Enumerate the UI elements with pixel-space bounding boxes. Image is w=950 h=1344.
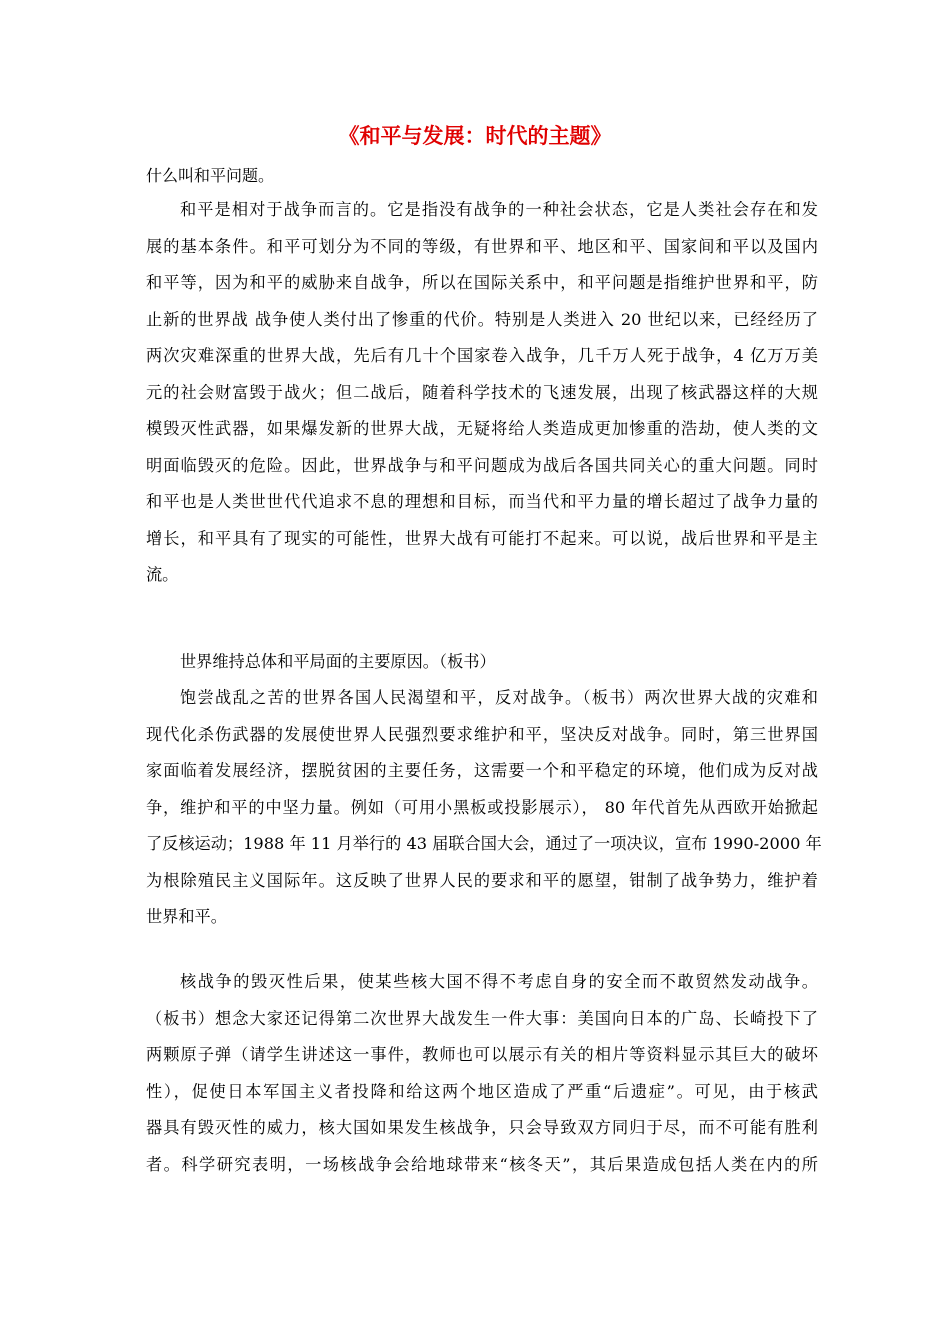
text-line: 饱尝战乱之苦的世界各国人民渴望和平，反对战争。（板书）两次世界大战的灾难和 — [180, 688, 818, 707]
paragraph-nuclear-war — [146, 964, 818, 1183]
text-line: （板书）想念大家还记得第二次世界大战发生一件大事：美国向日本的广岛、长崎投下了 — [146, 1008, 818, 1028]
text-line: 展的基本条件。和平可划分为不同的等级，有世界和平、地区和平、国家间和平以及国内 — [146, 236, 818, 256]
text-line: 世界和平。 — [146, 907, 227, 926]
text-line: 明面临毁灭的危险。因此，世界战争与和平问题成为战后各国共同关心的重大问题。同时 — [146, 455, 818, 475]
text-line: 和平等，因为和平的威胁来自战争，所以在国际关系中，和平问题是指维护世界和平，防 — [146, 273, 818, 292]
document-title: 《和平与发展：时代的主题》 — [338, 123, 612, 148]
text-line: 争，维护和平的中坚力量。例如（可用小黑板或投影展示）， 80 年代首先从西欧开始掀起 — [146, 797, 818, 817]
section-heading: 什么叫和平问题。 — [146, 166, 275, 185]
text-line: 性），促使日本军国主义者投降和给这两个地区造成了严重“后遗症”。可见，由于核武 — [146, 1081, 818, 1101]
text-line: 元的社会财富毁于战火；但二战后，随着科学技术的飞速发展，出现了核武器这样的大规 — [146, 382, 818, 402]
text-line: 了反核运动；1988 年 11 月举行的 43 届联合国大会，通过了一项决议，宣布 1990-2000 年 — [146, 834, 822, 853]
text-line: 增长，和平具有了现实的可能性，世界大战有可能打不起来。可以说，战后世界和平是主 — [146, 528, 818, 548]
text-line: 两次灾难深重的世界大战，先后有几十个国家卷入战争，几千万人死于战争，4 亿万万美 — [146, 346, 818, 365]
text-line: 流。 — [146, 565, 179, 584]
text-line: 器具有毁灭性的威力，核大国如果发生核战争，只会导致双方同归于尽，而不可能有胜利 — [146, 1118, 818, 1137]
paragraph-peace-definition — [146, 192, 818, 594]
text-line: 核战争的毁灭性后果，使某些核大国不得不考虑自身的安全而不敢贸然发动战争。 — [180, 972, 818, 991]
text-line: 模毁灭性武器，如果爆发新的世界大战，无疑将给人类造成更加惨重的浩劫，使人类的文 — [146, 419, 818, 438]
paragraph-people-want-peace — [146, 680, 822, 936]
paragraph-main-reasons — [146, 644, 818, 681]
text-line: 世界维持总体和平局面的主要原因。（板书） — [180, 652, 496, 671]
text-line: 为根除殖民主义国际年。这反映了世界人民的要求和平的愿望，钳制了战争势力，维护着 — [146, 870, 818, 890]
text-line: 和平是相对于战争而言的。它是指没有战争的一种社会状态，它是人类社会存在和发 — [180, 200, 818, 219]
text-line: 者。科学研究表明，一场核战争会给地球带来“核冬天”，其后果造成包括人类在内的所 — [146, 1154, 818, 1174]
text-line: 止新的世界战 战争使人类付出了惨重的代价。特别是人类进入 20 世纪以来，已经经历了 — [146, 309, 818, 329]
text-line: 两颗原子弹（请学生讲述这一事件，教师也可以展示有关的相片等资料显示其巨大的破坏 — [146, 1045, 818, 1064]
text-line: 家面临着发展经济，摆脱贫困的主要任务，这需要一个和平稳定的环境，他们成为反对战 — [146, 761, 818, 780]
text-line: 和平也是人类世世代代追求不息的理想和目标，而当代和平力量的增长超过了战争力量的 — [146, 492, 818, 511]
text-line: 现代化杀伤武器的发展使世界人民强烈要求维护和平，坚决反对战争。同时，第三世界国 — [146, 724, 818, 744]
